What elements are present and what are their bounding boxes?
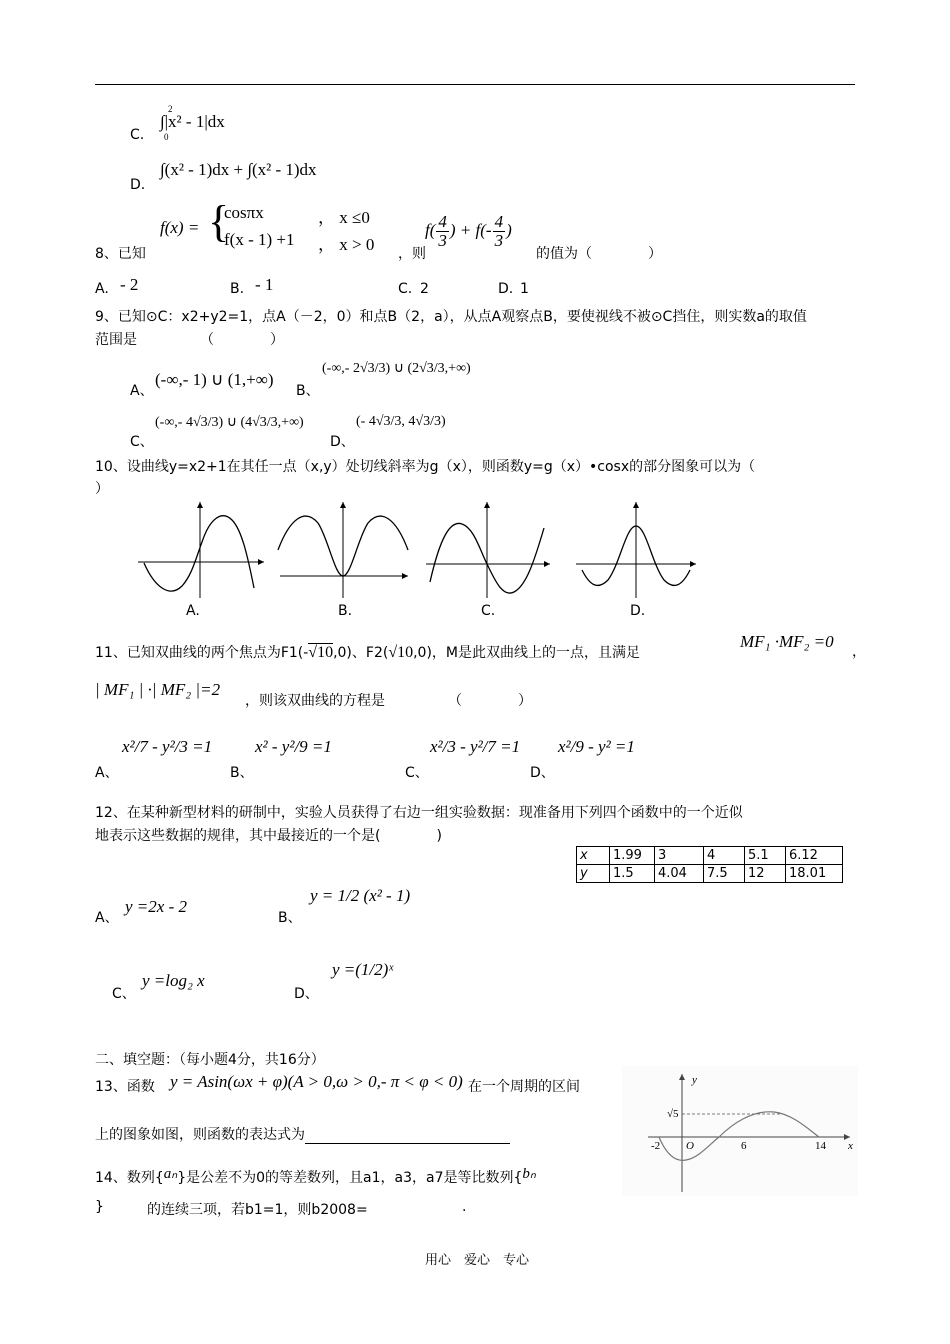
table-row (577, 865, 843, 883)
q12-a-value: y =2x - 2 (125, 897, 187, 916)
q8-then: ，则 (398, 246, 426, 262)
q8-case2-expr: f(x - 1) +1 (224, 230, 295, 249)
table-cell: 5.1 (745, 847, 786, 865)
q13-y-label: y (692, 1074, 697, 1086)
q8-option-b-value: - 1 (255, 275, 274, 294)
q10-graph-b (278, 502, 408, 598)
q7-d-expr: ∫(x² - 1)dx + ∫(x² - 1)dx (160, 160, 317, 179)
q11-line1: 11、已知双曲线的两个焦点为F1(-√10,0)、F2(√10,0)，M是此双曲线上的一点，且满足 (95, 644, 641, 661)
q14-line2: 的连续三项，若b1=1，则b2008= (147, 1202, 368, 1218)
q13-expr: y = Asin(ωx + φ)(A > 0,ω > 0,- π < φ < 0) (170, 1072, 463, 1091)
q12-a-label: A、 (95, 910, 119, 926)
q10-label-b: B. (338, 603, 353, 619)
q11-opt-a-value: x²/7 - y²/3 =1 (122, 737, 213, 756)
q8-option-a-value: - 2 (120, 275, 139, 294)
q8-option-d-value: 1 (520, 281, 529, 297)
q11-opt-c-value: x²/3 - y²/7 =1 (430, 737, 521, 756)
table-cell: x (577, 847, 610, 865)
table-cell: 4 (704, 847, 745, 865)
q14-line1: 14、数列{aₙ}是公差不为0的等差数列，且a1，a3，a7是等比数列{bₙ (95, 1166, 536, 1186)
q8-option-d-label: D. (498, 281, 514, 297)
q13-tick-neg2: -2 (651, 1140, 661, 1152)
q8-option-c-value: 2 (420, 281, 429, 297)
q8-expression: f( $\frac{4}{3}$ ) + f(- $\frac{4}{3}$ ) (425, 212, 512, 250)
table-row (577, 847, 843, 865)
q13-tick-14: 14 (815, 1140, 826, 1152)
section2-title: 二、填空题：（每小题4分，共16分） (95, 1052, 325, 1068)
q10-graph-c (426, 502, 550, 598)
q10-label-d: D. (630, 603, 646, 619)
q13-graph (622, 1066, 858, 1196)
table-cell: y (577, 865, 610, 883)
q10-graph-a (138, 502, 264, 598)
q10-graph-d (576, 502, 696, 598)
table-cell: 12 (745, 865, 786, 883)
q9-b-value: (-∞,- 2√3/3) ∪ (2√3/3,+∞) (322, 361, 471, 376)
q9-a-label: A、 (130, 383, 154, 399)
q9-a-value: (-∞,- 1) ∪ (1,+∞) (155, 370, 274, 389)
q13-origin: O (686, 1140, 694, 1152)
q11-opt-b-value: x² - y²/9 =1 (255, 737, 332, 756)
q11-comma: ， (852, 644, 866, 660)
q12-d-value: y =(1/2)ˣ (332, 960, 394, 979)
q7-d-label: D. (130, 177, 146, 193)
q9-b-label: B、 (296, 383, 320, 399)
q12-c-label: C、 (112, 986, 136, 1002)
q8-number: 8、已知 (95, 246, 146, 262)
q8-case1-cond: ， x ≤0 (318, 208, 370, 227)
q14-line2-brace: } (95, 1199, 104, 1215)
q10-line1: 10、设曲线y=x2+1在其任一点（x,y）处切线斜率为g（x），则函数y=g（x）•cosx的部分图象可以为（ (95, 459, 756, 475)
header-rule (95, 84, 855, 85)
q12-b-value: y = 1/2 (x² - 1) (310, 886, 411, 905)
q8-tail: 的值为（ ） (536, 246, 662, 262)
q11-line2-tail: ，则该双曲线的方程是 （ ） (245, 693, 532, 709)
q11-opt-c-label: C、 (405, 765, 429, 781)
q11-opt-d-label: D、 (530, 765, 555, 781)
table-cell: 1.99 (610, 847, 655, 865)
q9-d-label: D、 (330, 434, 355, 450)
table-cell: 1.5 (610, 865, 655, 883)
q11-opt-b-label: B、 (230, 765, 254, 781)
q9-c-value: (-∞,- 4√3/3) ∪ (4√3/3,+∞) (155, 415, 304, 430)
q9-c-label: C、 (130, 434, 154, 450)
q13-amp-label: √5 (667, 1108, 679, 1120)
q13-line2: 上的图象如图，则函数的表达式为 (95, 1124, 510, 1144)
q13-tick-6: 6 (741, 1140, 747, 1152)
table-cell: 18.01 (786, 865, 843, 883)
q13-prefix: 13、函数 (95, 1079, 155, 1095)
table-cell: 4.04 (655, 865, 704, 883)
q8-option-b-label: B. (230, 281, 245, 297)
q7-c-label: C. (130, 127, 145, 143)
q12-d-label: D、 (294, 986, 319, 1002)
q12-data-table (576, 846, 843, 883)
q10-graphs (130, 498, 710, 603)
q12-b-label: B、 (278, 910, 302, 926)
q14-line2-period: . (462, 1199, 467, 1215)
q10-label-c: C. (481, 603, 496, 619)
table-cell: 6.12 (786, 847, 843, 865)
q11-cond2: | MF₁ | ·| MF₂ |=2 (95, 680, 221, 699)
q8-brace: { (208, 197, 230, 246)
q8-option-c-label: C. (398, 281, 413, 297)
q13-x-label: x (848, 1140, 853, 1152)
table-cell: 7.5 (704, 865, 745, 883)
q9-d-value: (- 4√3/3, 4√3/3) (356, 414, 446, 429)
q9-line1: 9、已知⊙C：x2+y2=1，点A（－2，0）和点B（2，a），从点A观察点B，要使视线不被⊙C挡住，则实数a的取值 (95, 309, 807, 325)
q10-label-a: A. (186, 603, 200, 619)
q7-c-expr: ∫|x² - 1|dx (160, 112, 225, 131)
q11-opt-a-label: A、 (95, 765, 119, 781)
q8-option-a-label: A. (95, 281, 109, 297)
q11-cond1: MF₁ ·MF₂ =0 (740, 632, 834, 651)
q8-func: f(x) = (160, 218, 200, 237)
page-footer: 用心 爱心 专心 (425, 1253, 530, 1268)
q8-case1-expr: cosπx (224, 203, 264, 222)
q12-line2: 地表示这些数据的规律，其中最接近的一个是( ) (95, 828, 442, 844)
q12-line1: 12、在某种新型材料的研制中，实验人员获得了右边一组实验数据：现准备用下列四个函数中的一个近似 (95, 805, 743, 821)
q13-suffix: 在一个周期的区间 (468, 1079, 580, 1095)
q11-opt-d-value: x²/9 - y² =1 (558, 737, 635, 756)
q8-case2-cond: ， x > 0 (318, 235, 375, 254)
q12-c-value: y =log₂ x (142, 971, 205, 990)
q10-line2: ） (95, 481, 109, 497)
q9-line2: 范围是 （ ） (95, 332, 284, 348)
table-cell: 3 (655, 847, 704, 865)
